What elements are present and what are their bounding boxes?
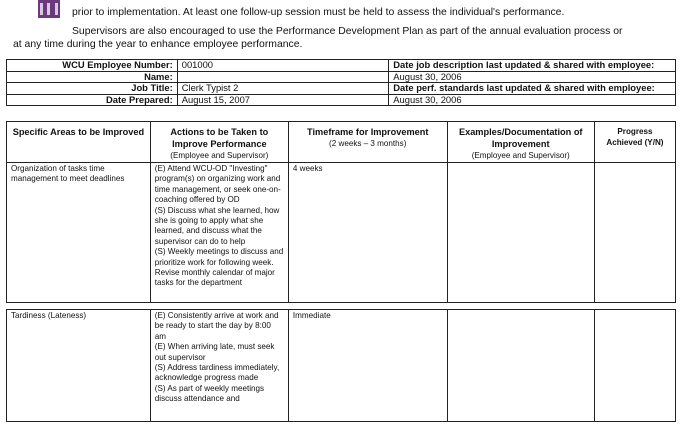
info-label: Job Title: (7, 83, 178, 95)
info-label: WCU Employee Number: (7, 60, 178, 72)
examples-cell[interactable] (447, 163, 594, 303)
timeframe-cell[interactable]: 4 weeks (288, 163, 447, 303)
area-cell[interactable]: Tardiness (Lateness) (7, 310, 151, 422)
info-label: Date Prepared: (7, 94, 178, 106)
info-label-2: Date job description last updated & shared with employee: (389, 60, 676, 72)
header-examples: Examples/Documentation of Improvement (Employee and Supervisor) (447, 122, 594, 163)
info-value[interactable]: 001000 (177, 60, 389, 72)
row-spacer (7, 303, 676, 310)
area-cell[interactable]: Organization of tasks time management to meet deadlines (7, 163, 151, 303)
header-actions: Actions to be Taken to Improve Performance (Employee and Supervisor) (150, 122, 288, 163)
timeframe-cell[interactable]: Immediate (288, 310, 447, 422)
info-value-2[interactable]: August 30, 2006 (389, 71, 676, 83)
intro-line-3: at any time during the year to enhance employee performance. (13, 39, 303, 50)
table-row (7, 310, 676, 422)
actions-cell[interactable]: (E) Attend WCU-OD "Investing" program(s) on organizing work and time management, or seek one-on-coaching offered by OD (S) Discuss what she learned, how she is going to apply what she learned, and discuss what the supervisor can do to help (S) Weekly meetings to discuss and prioritize work for following week. Revise monthly calendar of major tasks for the department (150, 163, 288, 303)
progress-cell[interactable] (594, 310, 675, 422)
info-value-2[interactable]: August 30, 2006 (389, 94, 676, 106)
header-timeframe: Timeframe for Improvement (2 weeks – 3 months) (288, 122, 447, 163)
info-value[interactable] (177, 71, 389, 83)
info-row (7, 83, 676, 95)
improvement-plan-table (6, 121, 676, 422)
header-specific-areas: Specific Areas to be Improved (7, 122, 151, 163)
progress-cell[interactable] (594, 163, 675, 303)
info-label-2: Date perf. standards last updated & shared with employee: (389, 83, 676, 95)
intro-line-2: Supervisors are also encouraged to use the Performance Development Plan as part of the annual evaluation process or (72, 26, 623, 37)
table-row (7, 163, 676, 303)
info-value[interactable]: Clerk Typist 2 (177, 83, 389, 95)
info-value[interactable]: August 15, 2007 (177, 94, 389, 106)
plan-header-row (7, 122, 676, 163)
university-logo-icon (38, 0, 60, 18)
header-progress: Progress Achieved (Y/N) (594, 122, 675, 163)
info-row (7, 71, 676, 83)
info-label: Name: (7, 71, 178, 83)
info-row (7, 94, 676, 106)
employee-info-table (6, 59, 676, 106)
row-gap (7, 303, 676, 310)
intro-line-1: prior to implementation. At least one follow-up session must be held to assess the individual's performance. (72, 7, 565, 18)
actions-cell[interactable]: (E) Consistently arrive at work and be ready to start the day by 8:00 am (E) When arriving late, must seek out supervisor (S) Address tardiness immediately, acknowledge progress made (S) As part of weekly meetings discuss attendance and (150, 310, 288, 422)
examples-cell[interactable] (447, 310, 594, 422)
info-row (7, 60, 676, 72)
